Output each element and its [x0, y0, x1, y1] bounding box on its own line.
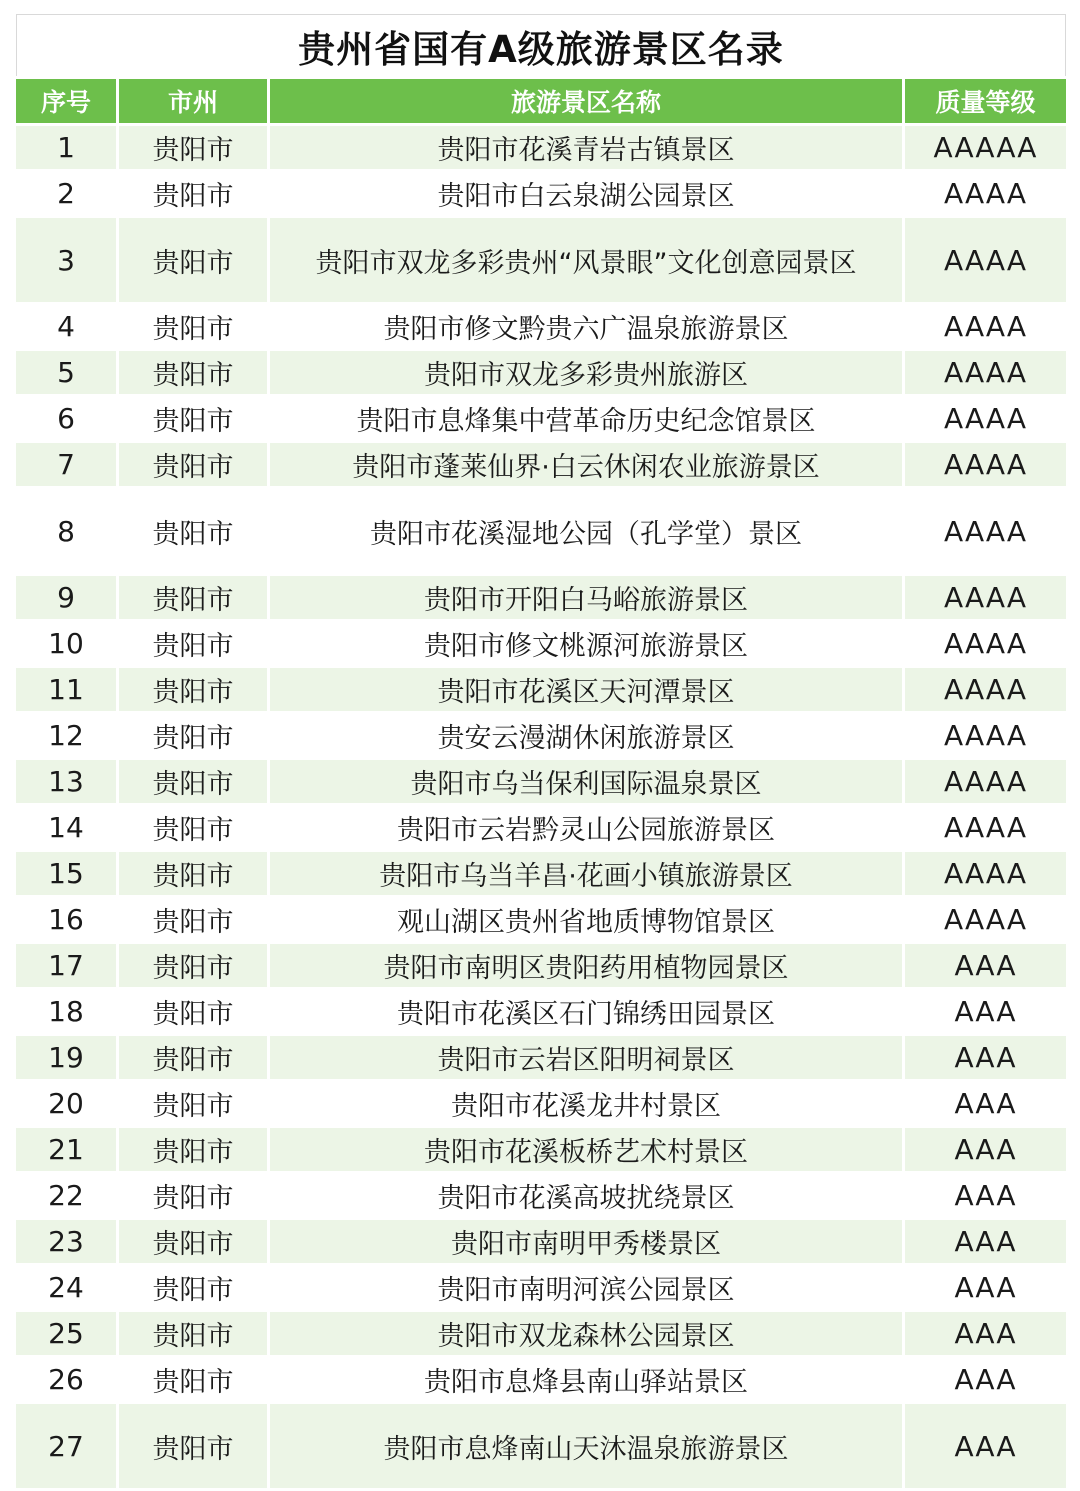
grade-cell: AAA	[905, 1266, 1066, 1309]
scenic-name-cell: 贵阳市云岩区阳明祠景区	[270, 1036, 902, 1079]
scenic-name-cell: 贵阳市南明河滨公园景区	[270, 1266, 902, 1309]
row-number-cell: 25	[16, 1312, 116, 1355]
city-cell: 贵阳市	[119, 1312, 267, 1355]
grade-cell: AAAA	[905, 351, 1066, 394]
city-cell: 贵阳市	[119, 172, 267, 215]
city-cell: 贵阳市	[119, 397, 267, 440]
row-number-cell: 20	[16, 1082, 116, 1125]
scenic-name-cell: 贵阳市息烽南山天沐温泉旅游景区	[270, 1404, 902, 1488]
scenic-name-cell: 贵阳市花溪区天河潭景区	[270, 668, 902, 711]
grade-cell: AAA	[905, 1312, 1066, 1355]
grade-cell: AAAA	[905, 714, 1066, 757]
page-title: 贵州省国有A级旅游景区名录	[298, 27, 784, 71]
table-header-row	[16, 79, 1066, 123]
row-number-cell: 15	[16, 852, 116, 895]
grade-cell: AAAA	[905, 852, 1066, 895]
grade-cell: AAA	[905, 1358, 1066, 1401]
table-row	[16, 489, 1066, 573]
row-number-cell: 27	[16, 1404, 116, 1488]
scenic-name-cell: 贵阳市花溪湿地公园（孔学堂）景区	[270, 489, 902, 573]
city-cell: 贵阳市	[119, 806, 267, 849]
row-number-cell: 23	[16, 1220, 116, 1263]
table-row	[16, 944, 1066, 987]
city-cell: 贵阳市	[119, 668, 267, 711]
city-cell: 贵阳市	[119, 990, 267, 1033]
city-cell: 贵阳市	[119, 218, 267, 302]
table-row	[16, 622, 1066, 665]
row-number-cell: 26	[16, 1358, 116, 1401]
scenic-name-cell: 贵阳市修文黔贵六广温泉旅游景区	[270, 305, 902, 348]
scenic-name-cell: 贵阳市南明甲秀楼景区	[270, 1220, 902, 1263]
table-row	[16, 576, 1066, 619]
city-cell: 贵阳市	[119, 576, 267, 619]
title-bar	[16, 14, 1066, 76]
table-row	[16, 218, 1066, 302]
city-cell: 贵阳市	[119, 351, 267, 394]
table-body	[16, 126, 1066, 1488]
column-header-grade: 质量等级	[905, 79, 1066, 123]
city-cell: 贵阳市	[119, 1174, 267, 1217]
scenic-name-cell: 贵阳市花溪青岩古镇景区	[270, 126, 902, 169]
row-number-cell: 1	[16, 126, 116, 169]
table-row	[16, 1220, 1066, 1263]
row-number-cell: 22	[16, 1174, 116, 1217]
row-number-cell: 18	[16, 990, 116, 1033]
row-number-cell: 19	[16, 1036, 116, 1079]
row-number-cell: 9	[16, 576, 116, 619]
city-cell: 贵阳市	[119, 1082, 267, 1125]
row-number-cell: 12	[16, 714, 116, 757]
city-cell: 贵阳市	[119, 1036, 267, 1079]
scenic-name-cell: 贵阳市花溪板桥艺术村景区	[270, 1128, 902, 1171]
row-number-cell: 10	[16, 622, 116, 665]
table-row	[16, 1266, 1066, 1309]
grade-cell: AAAA	[905, 397, 1066, 440]
grade-cell: AAAA	[905, 489, 1066, 573]
city-cell: 贵阳市	[119, 852, 267, 895]
scenic-name-cell: 贵阳市云岩黔灵山公园旅游景区	[270, 806, 902, 849]
row-number-cell: 3	[16, 218, 116, 302]
city-cell: 贵阳市	[119, 1128, 267, 1171]
city-cell: 贵阳市	[119, 1404, 267, 1488]
scenic-name-cell: 贵阳市南明区贵阳药用植物园景区	[270, 944, 902, 987]
row-number-cell: 21	[16, 1128, 116, 1171]
column-header-city: 市州	[119, 79, 267, 123]
row-number-cell: 8	[16, 489, 116, 573]
row-number-cell: 13	[16, 760, 116, 803]
scenic-name-cell: 贵阳市息烽县南山驿站景区	[270, 1358, 902, 1401]
table-row	[16, 898, 1066, 941]
grade-cell: AAA	[905, 944, 1066, 987]
scenic-name-cell: 贵阳市白云泉湖公园景区	[270, 172, 902, 215]
scenic-name-cell: 贵阳市双龙多彩贵州旅游区	[270, 351, 902, 394]
row-number-cell: 16	[16, 898, 116, 941]
row-number-cell: 5	[16, 351, 116, 394]
scenic-name-cell: 贵阳市花溪高坡扰绕景区	[270, 1174, 902, 1217]
scenic-name-cell: 观山湖区贵州省地质博物馆景区	[270, 898, 902, 941]
city-cell: 贵阳市	[119, 1220, 267, 1263]
city-cell: 贵阳市	[119, 126, 267, 169]
scenic-name-cell: 贵阳市双龙森林公园景区	[270, 1312, 902, 1355]
table-row	[16, 1036, 1066, 1079]
scenic-name-cell: 贵阳市花溪区石门锦绣田园景区	[270, 990, 902, 1033]
table-row	[16, 806, 1066, 849]
city-cell: 贵阳市	[119, 622, 267, 665]
grade-cell: AAAA	[905, 443, 1066, 486]
city-cell: 贵阳市	[119, 489, 267, 573]
scenic-name-cell: 贵阳市双龙多彩贵州“风景眼”文化创意园景区	[270, 218, 902, 302]
scenic-name-cell: 贵安云漫湖休闲旅游景区	[270, 714, 902, 757]
scenic-area-table	[13, 76, 1069, 1491]
scenic-name-cell: 贵阳市开阳白马峪旅游景区	[270, 576, 902, 619]
scenic-name-cell: 贵阳市乌当羊昌·花画小镇旅游景区	[270, 852, 902, 895]
grade-cell: AAAA	[905, 172, 1066, 215]
city-cell: 贵阳市	[119, 760, 267, 803]
table-row	[16, 760, 1066, 803]
city-cell: 贵阳市	[119, 1358, 267, 1401]
row-number-cell: 7	[16, 443, 116, 486]
row-number-cell: 11	[16, 668, 116, 711]
row-number-cell: 14	[16, 806, 116, 849]
grade-cell: AAAA	[905, 668, 1066, 711]
scenic-name-cell: 贵阳市乌当保利国际温泉景区	[270, 760, 902, 803]
grade-cell: AAAA	[905, 576, 1066, 619]
row-number-cell: 24	[16, 1266, 116, 1309]
grade-cell: AAA	[905, 1404, 1066, 1488]
table-row	[16, 1312, 1066, 1355]
table-row	[16, 443, 1066, 486]
grade-cell: AAA	[905, 1082, 1066, 1125]
grade-cell: AAA	[905, 1174, 1066, 1217]
grade-cell: AAAA	[905, 305, 1066, 348]
table-row	[16, 852, 1066, 895]
table-row	[16, 397, 1066, 440]
column-header-scenic-name: 旅游景区名称	[270, 79, 902, 123]
scenic-name-cell: 贵阳市蓬莱仙界·白云休闲农业旅游景区	[270, 443, 902, 486]
table-row	[16, 305, 1066, 348]
grade-cell: AAAA	[905, 760, 1066, 803]
city-cell: 贵阳市	[119, 1266, 267, 1309]
grade-cell: AAA	[905, 1220, 1066, 1263]
grade-cell: AAA	[905, 1128, 1066, 1171]
city-cell: 贵阳市	[119, 944, 267, 987]
table-row	[16, 351, 1066, 394]
grade-cell: AAAAA	[905, 126, 1066, 169]
table-row	[16, 1128, 1066, 1171]
grade-cell: AAA	[905, 1036, 1066, 1079]
row-number-cell: 17	[16, 944, 116, 987]
grade-cell: AAAA	[905, 218, 1066, 302]
table-row	[16, 714, 1066, 757]
table-row	[16, 172, 1066, 215]
table-row	[16, 126, 1066, 169]
table-row	[16, 990, 1066, 1033]
grade-cell: AAAA	[905, 806, 1066, 849]
scenic-area-table-sheet	[16, 14, 1066, 1491]
grade-cell: AAAA	[905, 898, 1066, 941]
row-number-cell: 6	[16, 397, 116, 440]
row-number-cell: 4	[16, 305, 116, 348]
table-row	[16, 1082, 1066, 1125]
scenic-name-cell: 贵阳市息烽集中营革命历史纪念馆景区	[270, 397, 902, 440]
grade-cell: AAA	[905, 990, 1066, 1033]
city-cell: 贵阳市	[119, 305, 267, 348]
scenic-name-cell: 贵阳市花溪龙井村景区	[270, 1082, 902, 1125]
column-header-number: 序号	[16, 79, 116, 123]
table-row	[16, 1358, 1066, 1401]
city-cell: 贵阳市	[119, 898, 267, 941]
city-cell: 贵阳市	[119, 714, 267, 757]
table-row	[16, 1404, 1066, 1488]
scenic-name-cell: 贵阳市修文桃源河旅游景区	[270, 622, 902, 665]
city-cell: 贵阳市	[119, 443, 267, 486]
table-row	[16, 1174, 1066, 1217]
row-number-cell: 2	[16, 172, 116, 215]
table-row	[16, 668, 1066, 711]
grade-cell: AAAA	[905, 622, 1066, 665]
